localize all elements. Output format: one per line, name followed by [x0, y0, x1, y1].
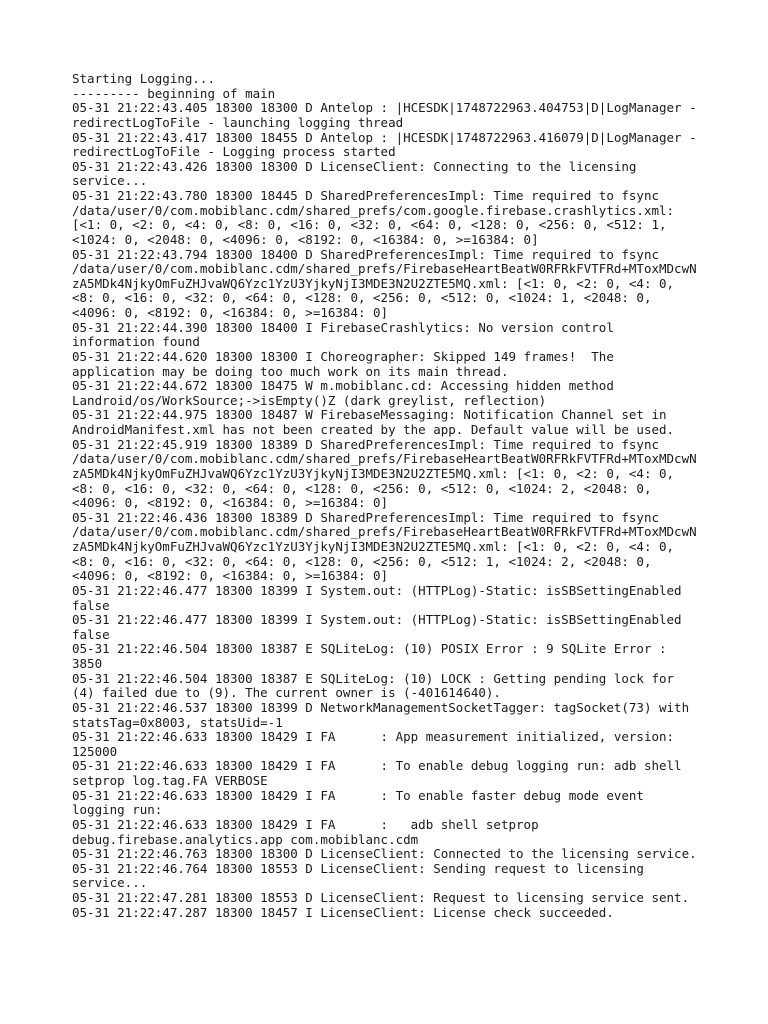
- log-line: /data/user/0/com.mobiblanc.cdm/shared_prefs/FirebaseHeartBeatW0RFRkFVTFRd+MToxMDcwN: [72, 524, 697, 540]
- log-line: /data/user/0/com.mobiblanc.cdm/shared_prefs/com.google.firebase.crashlytics.xml:: [72, 202, 675, 218]
- log-line: 05-31 21:22:44.620 18300 18300 I Choreographer: Skipped 149 frames! The: [72, 348, 614, 364]
- log-line: <8: 0, <16: 0, <32: 0, <64: 0, <128: 0, <256: 0, <512: 0, <1024: 1, <2048: 0,: [72, 290, 652, 306]
- log-line: 05-31 21:22:46.537 18300 18399 D NetworkManagementSocketTagger: tagSocket(73) with: [72, 699, 690, 715]
- log-line: Landroid/os/WorkSource;->isEmpty()Z (dark greylist, reflection): [72, 392, 547, 408]
- log-line: setprop log.tag.FA VERBOSE: [72, 773, 268, 788]
- log-line: 05-31 21:22:44.390 18300 18400 I FirebaseCrashlytics: No version control: [72, 319, 614, 335]
- log-line: zA5MDk4NjkyOmFuZHJvaWQ6Yzc1YzU3YjkyNjI3MDE3N2U2ZTE5MQ.xml: [<1: 0, <2: 0, <4: 0,: [72, 465, 675, 481]
- log-line: false: [72, 626, 110, 642]
- log-line: information found: [72, 334, 200, 350]
- log-line: 05-31 21:22:47.281 18300 18553 D LicenseClient: Request to licensing service sent.: [72, 890, 690, 905]
- log-line: 05-31 21:22:46.633 18300 18429 I FA : To enable debug logging run: adb shell: [72, 758, 682, 774]
- log-line: (4) failed due to (9). The current owner is (-401614640).: [72, 685, 501, 701]
- log-line: 05-31 21:22:46.764 18300 18553 D LicenseClient: Sending request to licensing: [72, 860, 644, 876]
- log-line: <4096: 0, <8192: 0, <16384: 0, >=16384: 0]: [72, 568, 389, 584]
- log-line: debug.firebase.analytics.app com.mobiblanc.cdm: [72, 831, 419, 847]
- log-line: 05-31 21:22:46.477 18300 18399 I System.out: (HTTPLog)-Static: isSBSettingEnabled: [72, 612, 682, 628]
- log-line: 05-31 21:22:44.672 18300 18475 W m.mobiblanc.cd: Accessing hidden method: [72, 378, 614, 394]
- log-line: [<1: 0, <2: 0, <4: 0, <8: 0, <16: 0, <32: 0, <64: 0, <128: 0, <256: 0, <512: 1,: [72, 217, 667, 233]
- log-line: 05-31 21:22:43.794 18300 18400 D SharedPreferencesImpl: Time required to fsync: [72, 246, 659, 262]
- log-line: service...: [72, 875, 148, 891]
- log-line: 05-31 21:22:47.287 18300 18457 I LicenseClient: License check succeeded.: [72, 904, 614, 920]
- log-line: 05-31 21:22:46.633 18300 18429 I FA : adb shell setprop: [72, 816, 539, 832]
- log-line: Starting Logging...: [72, 71, 215, 86]
- log-line: logging run:: [72, 802, 163, 818]
- log-line: <8: 0, <16: 0, <32: 0, <64: 0, <128: 0, <256: 0, <512: 0, <1024: 2, <2048: 0,: [72, 480, 652, 496]
- log-line: 05-31 21:22:46.763 18300 18300 D LicenseClient: Connected to the licensing service.: [72, 846, 697, 862]
- log-line: 3850: [72, 656, 103, 671]
- log-line: 05-31 21:22:46.633 18300 18429 I FA : To enable faster debug mode event: [72, 787, 644, 803]
- log-line: zA5MDk4NjkyOmFuZHJvaWQ6Yzc1YzU3YjkyNjI3MDE3N2U2ZTE5MQ.xml: [<1: 0, <2: 0, <4: 0,: [72, 275, 675, 291]
- log-line: <1024: 0, <2048: 0, <4096: 0, <8192: 0, <16384: 0, >=16384: 0]: [72, 231, 539, 247]
- log-line: AndroidManifest.xml has not been created by the app. Default value will be used.: [72, 422, 675, 437]
- log-line: 05-31 21:22:43.780 18300 18445 D SharedPreferencesImpl: Time required to fsync: [72, 188, 659, 203]
- log-line: 05-31 21:22:44.975 18300 18487 W FirebaseMessaging: Notification Channel set in: [72, 407, 667, 423]
- log-line: zA5MDk4NjkyOmFuZHJvaWQ6Yzc1YzU3YjkyNjI3MDE3N2U2ZTE5MQ.xml: [<1: 0, <2: 0, <4: 0,: [72, 539, 675, 554]
- log-line: 05-31 21:22:43.417 18300 18455 D Antelop : |HCESDK|1748722963.416079|D|LogManager -: [72, 129, 697, 145]
- log-line: statsTag=0x8003, statsUid=-1: [72, 714, 283, 730]
- log-line: 05-31 21:22:45.919 18300 18389 D SharedPreferencesImpl: Time required to fsync: [72, 436, 659, 452]
- log-line: service...: [72, 173, 148, 189]
- log-line: 05-31 21:22:46.504 18300 18387 E SQLiteLog: (10) LOCK : Getting pending lock for: [72, 670, 675, 686]
- log-line: 05-31 21:22:43.426 18300 18300 D LicenseClient: Connecting to the licensing: [72, 158, 637, 174]
- log-line: <8: 0, <16: 0, <32: 0, <64: 0, <128: 0, <256: 0, <512: 1, <1024: 2, <2048: 0,: [72, 553, 652, 569]
- log-line: /data/user/0/com.mobiblanc.cdm/shared_prefs/FirebaseHeartBeatW0RFRkFVTFRd+MToxMDcwN: [72, 261, 697, 277]
- log-line: <4096: 0, <8192: 0, <16384: 0, >=16384: 0]: [72, 305, 389, 320]
- log-text-body: [72, 72, 712, 920]
- log-line: 05-31 21:22:46.436 18300 18389 D SharedPreferencesImpl: Time required to fsync: [72, 509, 659, 525]
- log-line: 05-31 21:22:46.633 18300 18429 I FA : App measurement initialized, version:: [72, 729, 675, 745]
- log-line: 05-31 21:22:43.405 18300 18300 D Antelop : |HCESDK|1748722963.404753|D|LogManager -: [72, 100, 697, 116]
- log-line: redirectLogToFile - launching logging thread: [72, 114, 404, 130]
- log-line: application may be doing too much work on its main thread.: [72, 363, 509, 379]
- log-line: 125000: [72, 743, 118, 759]
- log-line: /data/user/0/com.mobiblanc.cdm/shared_prefs/FirebaseHeartBeatW0RFRkFVTFRd+MToxMDcwN: [72, 451, 697, 467]
- log-line: redirectLogToFile - Logging process started: [72, 144, 396, 160]
- log-line: 05-31 21:22:46.504 18300 18387 E SQLiteLog: (10) POSIX Error : 9 SQLite Error :: [72, 641, 667, 657]
- log-line: 05-31 21:22:46.477 18300 18399 I System.out: (HTTPLog)-Static: isSBSettingEnabled: [72, 582, 682, 598]
- log-line: --------- beginning of main: [72, 85, 276, 101]
- log-line: <4096: 0, <8192: 0, <16384: 0, >=16384: 0]: [72, 495, 389, 511]
- log-line: false: [72, 597, 110, 613]
